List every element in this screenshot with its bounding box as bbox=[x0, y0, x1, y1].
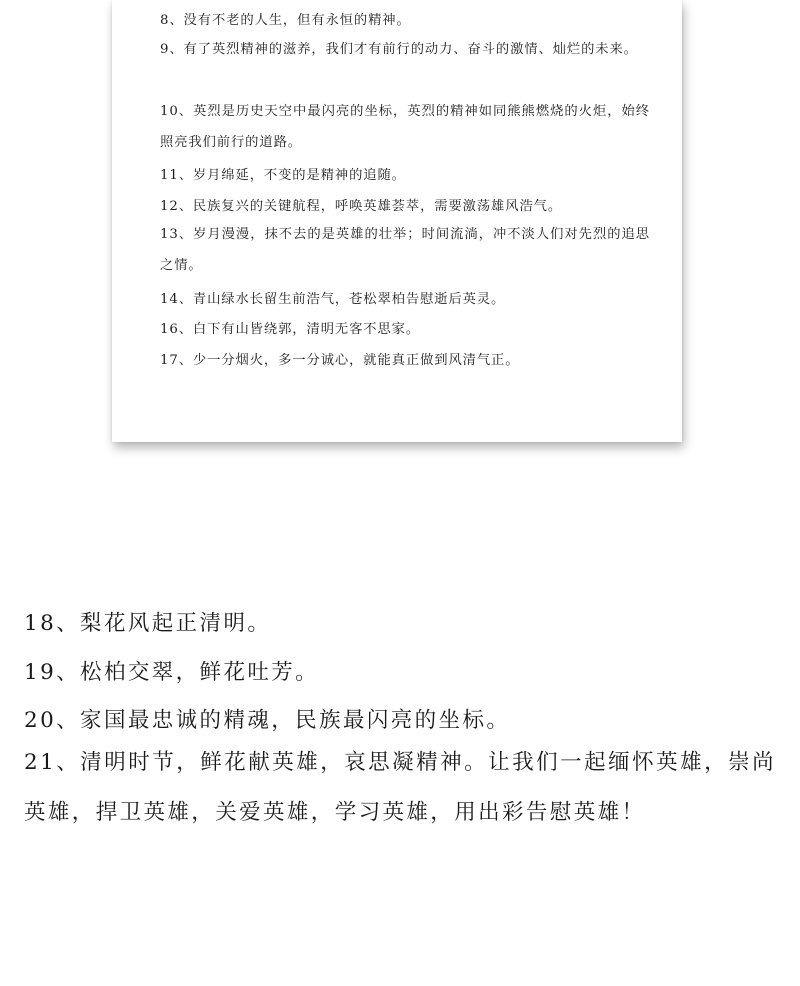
page-item-16: 16、白下有山皆绕郭，清明无客不思家。 bbox=[160, 322, 421, 337]
text-item-21: 21、清明时节，鲜花献英雄，哀思凝精神。让我们一起缅怀英雄，崇尚英雄，捍卫英雄，关爱英雄，学习英雄，用出彩告慰英雄！ bbox=[24, 750, 776, 825]
text-item-20: 20、家国最忠诚的精魂，民族最闪亮的坐标。 bbox=[24, 708, 511, 733]
page-item-8: 8、没有不老的人生，但有永恒的精神。 bbox=[160, 13, 411, 28]
page-item-9: 9、有了英烈精神的滋养，我们才有前行的动力、奋斗的激情、灿烂的未来。 bbox=[160, 42, 638, 57]
page-item-17: 17、少一分烟火，多一分诚心，就能真正做到风清气正。 bbox=[160, 353, 520, 368]
page-item-13: 13、岁月漫漫，抹不去的是英雄的壮举；时间流淌，冲不淡人们对先烈的追思之情。 bbox=[160, 227, 650, 273]
document-page-preview bbox=[112, 0, 682, 442]
page-item-12: 12、民族复兴的关键航程，呼唤英雄荟萃，需要激荡雄风浩气。 bbox=[160, 199, 563, 214]
page-item-10: 10、英烈是历史天空中最闪亮的坐标，英烈的精神如同熊熊燃烧的火炬，始终照亮我们前行的道路。 bbox=[160, 104, 650, 150]
text-item-18: 18、梨花风起正清明。 bbox=[24, 611, 272, 636]
page-item-11: 11、岁月绵延，不变的是精神的追随。 bbox=[160, 168, 406, 183]
text-item-19: 19、松柏交翠，鲜花吐芳。 bbox=[24, 660, 320, 685]
page-item-14: 14、青山绿水长留生前浩气，苍松翠柏告慰逝后英灵。 bbox=[160, 292, 506, 307]
